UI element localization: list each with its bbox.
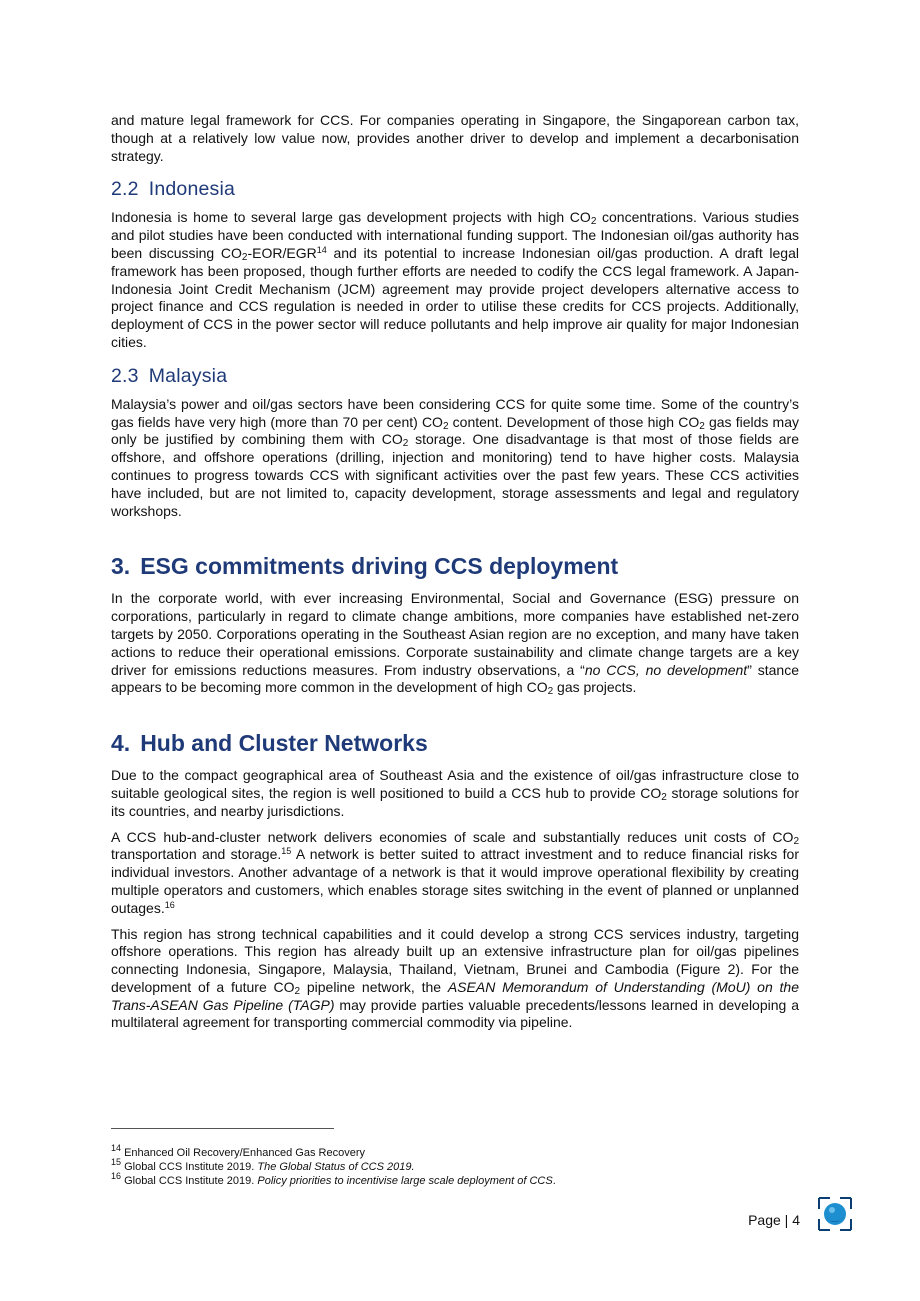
hub-paragraph-1: Due to the compact geographical area of Southeast Asia and the existence of oil/gas infrastructure close to suitable geological sites, the region is well positioned to build a CCS hub to provide $CO_2$ storage solutions for its countries, and nearby jurisdictions. [111,767,799,819]
section-3-heading: 3. ESG commitments driving CCS deployment [111,553,619,580]
footnote-16: $^{16}$ Global CCS Institute 2019. Policy priorities to incentivise large scale deployment of CCS. [111,1171,556,1187]
hub-paragraph-3: This region has strong technical capabilities and it could develop a strong CCS services industry, targeting offshore operations. This region has already built up an extensive infrastructure plan for oil/gas pipelines connecting Indonesia, Singapore, Malaysia, Thailand, Vietnam, Brunei and Cambodia (Figure 2). For the development of a future $CO_2$ pipeline network, the ASEAN Memorandum of Understanding (MoU) on the Trans-ASEAN Gas Pipeline (TAGP) may provide parties valuable precedents/lessons learned in developing a multilateral agreement for transporting commercial commodity via pipeline. [111,925,800,1031]
document-body [111,112,799,1040]
footnote-separator [111,1128,334,1129]
footnote-ref-14[interactable]: 14 [316,244,327,255]
footnote-15: $^{15}$ Global CCS Institute 2019. The Global Status of CCS 2019. [111,1157,415,1173]
footnote-ref-16[interactable]: 16 [164,899,175,910]
section-2-2-heading: 2.2 Indonesia [111,178,236,201]
logo-icon [818,1197,852,1231]
footnote-14: $^{14}$ Enhanced Oil Recovery/Enhanced Gas Recovery [111,1143,365,1159]
footnote-ref-15[interactable]: 15 [281,846,292,857]
indonesia-paragraph: Indonesia is home to several large gas development projects with high $CO_2$ concentrations. Various studies and pilot studies have been conducted with international funding support. The Indonesian oil/gas authority has been discussing $CO_2-EOR/EGR^{14}$ and its potential to increase Indonesian oil/gas production. A draft legal framework has been proposed, though further efforts are needed to codify the CCS legal framework. A Japan-Indonesia Joint Credit Mechanism (JCM) agreement may provide project developers alternative access to project finance and CCS regulation is needed in order to utilise these credits for CCS projects. Additionally, deployment of CCS in the power sector will reduce pollutants and help improve air quality for major Indonesian cities. [111,209,799,350]
section-4-heading: 4. Hub and Cluster Networks [111,730,428,757]
hub-paragraph-2: A CCS hub-and-cluster network delivers economies of scale and substantially reduces unit costs of $CO_2$ transportation and storage.$^{15}$ A network is better suited to attract investment and to reduce financial risks for individual investors. Another advantage of a network is that it would improve operational flexibility by creating multiple operators and customers, which enables storage sites switching in the event of planned or unplanned outages.$^{16}$ [111,828,799,916]
footnotes [111,1143,799,1188]
malaysia-paragraph: Malaysia’s power and oil/gas sectors have been considering CCS for quite some time. Some of the country’s gas fields have very high (more than 70 per cent) $CO_2$ content. Development of those high $CO_2$ gas fields may only be justified by combining them with $CO_2$ storage. One disadvantage is that most of those fields are offshore, and offshore operations (drilling, injection and monitoring) tend to have higher costs. Malaysia continues to progress towards CCS with significant activities over the past few years. These CCS activities have included, but are not limited to, capacity development, storage assessments and legal and regulatory workshops. [111,395,800,519]
page-number: Page | 4 [748,1212,800,1228]
intro-paragraph: and mature legal framework for CCS. For companies operating in Singapore, the Singaporean carbon tax, though at a relatively low value now, provides another driver to develop and implement a decarbonisation strategy. [111,112,799,164]
section-2-3-heading: 2.3 Malaysia [111,364,228,387]
esg-paragraph: In the corporate world, with ever increasing Environmental, Social and Governance (ESG) pressure on corporations, particularly in regard to climate change ambitions, more companies have established net-zero targets by 2050. Corporations operating in the Southeast Asian region are no exception, and many have taken actions to reduce their operational emissions. Corporate sustainability and climate change targets are a key driver for emissions reductions measures. From industry observations, a “no CCS, no development” stance appears to be becoming more common in the development of high $CO_2$ gas projects. [111,590,799,698]
